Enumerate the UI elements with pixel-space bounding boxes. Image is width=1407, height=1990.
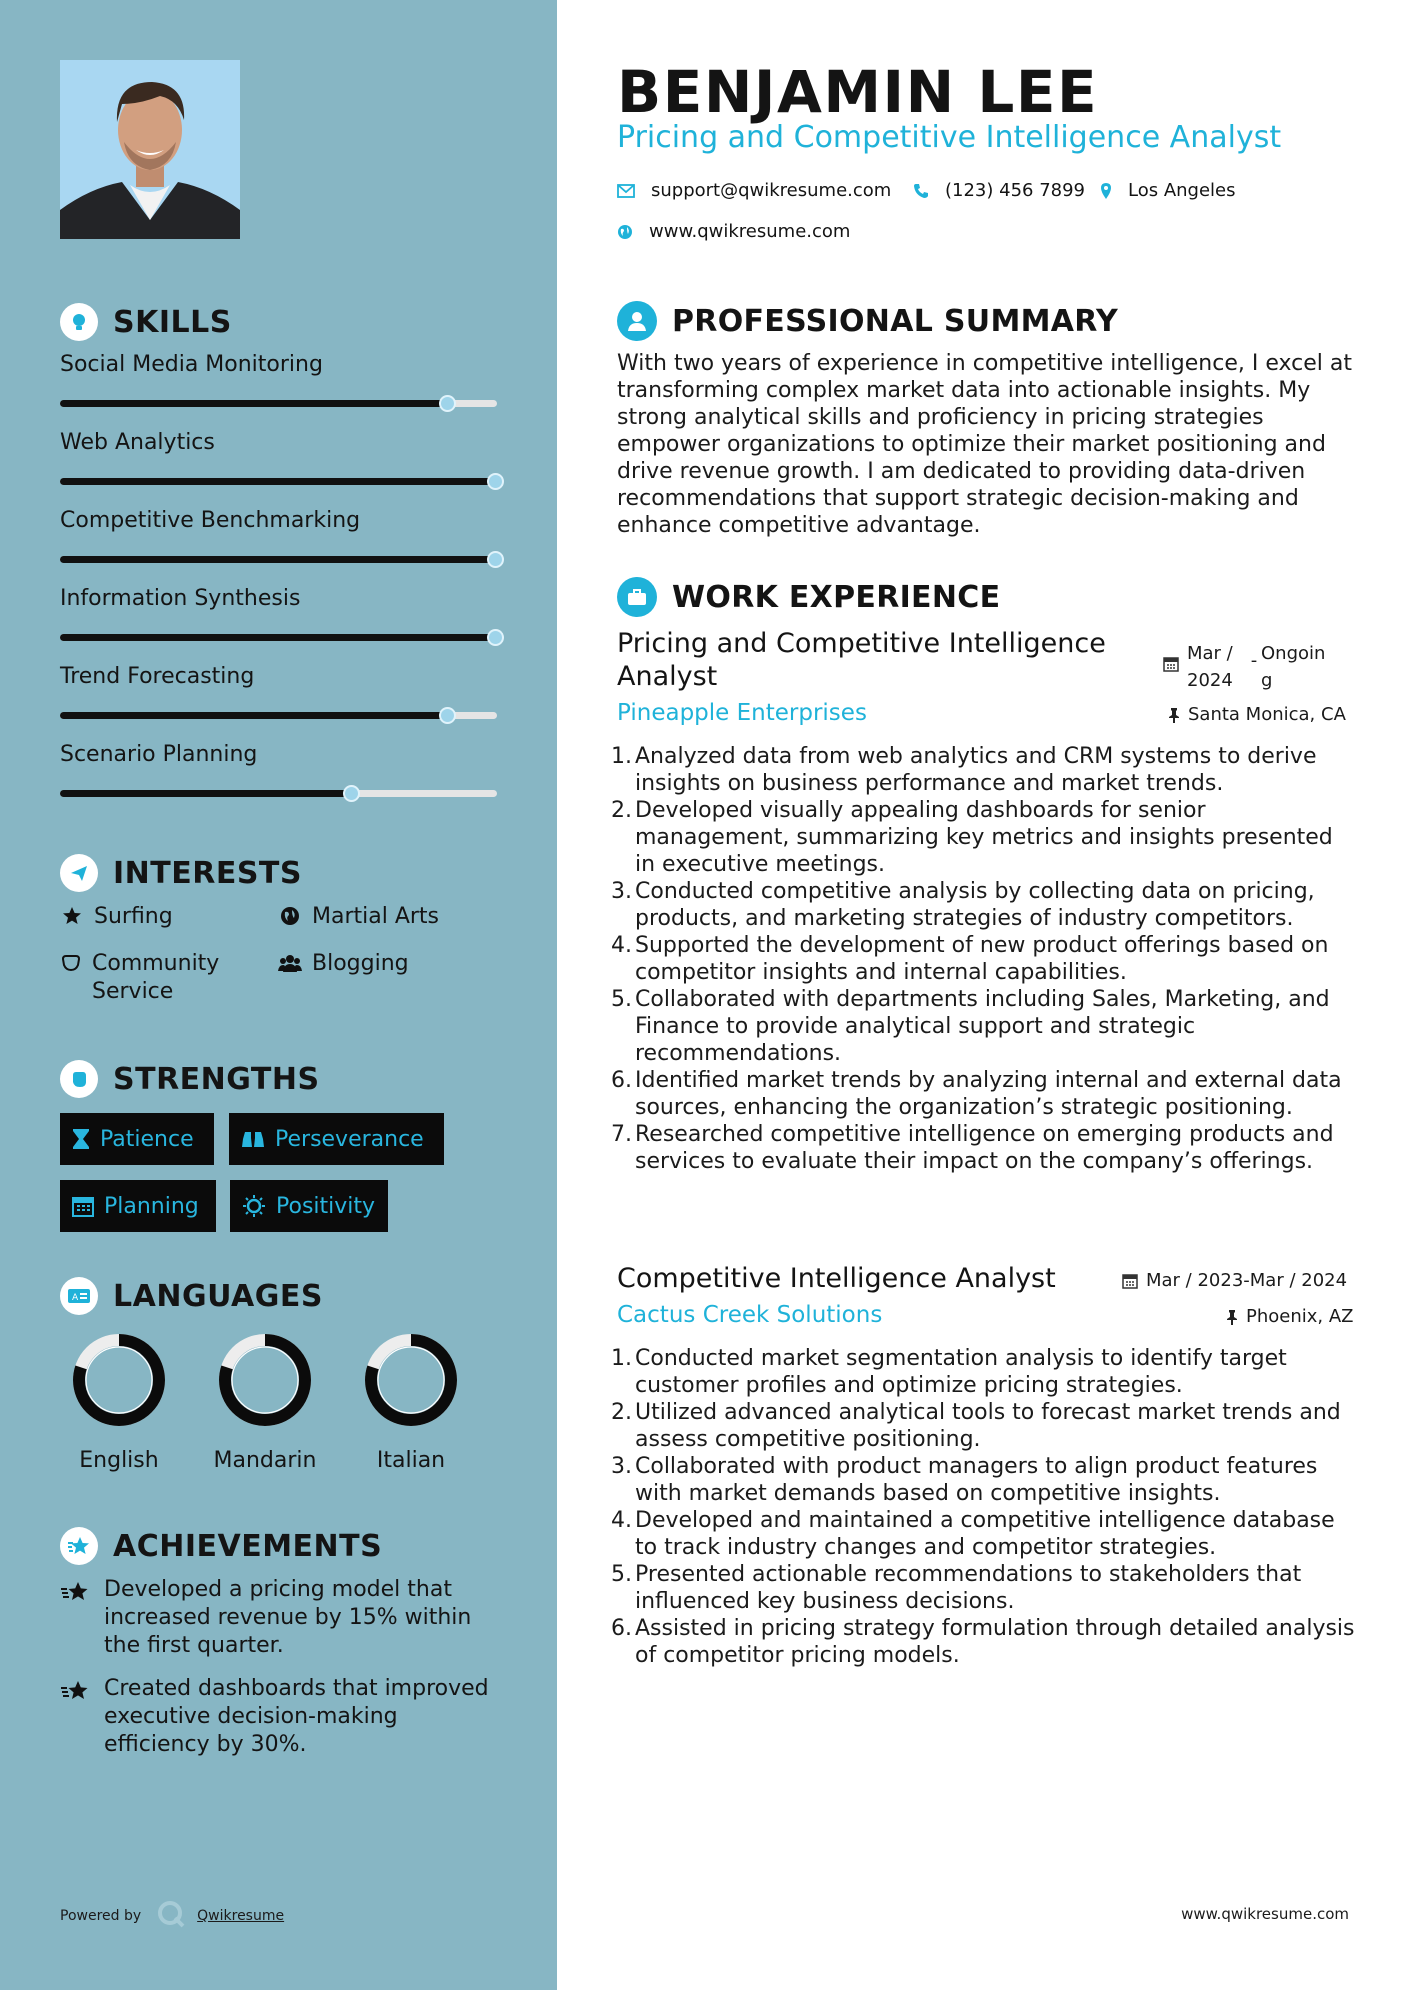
- summary-title: PROFESSIONAL SUMMARY: [672, 303, 1119, 339]
- job-location: [1168, 704, 1346, 725]
- skill-item: [60, 508, 500, 533]
- phone-icon: [913, 183, 929, 199]
- skill-item: [60, 586, 500, 611]
- job-location: [1226, 1306, 1354, 1327]
- strength-badge: [230, 1180, 388, 1232]
- interests-title: INTERESTS: [113, 855, 302, 891]
- paper-plane-icon: [60, 854, 98, 892]
- skills-heading: [60, 302, 232, 342]
- footer-website[interactable]: www.qwikresume.com: [1181, 1905, 1349, 1923]
- star-badge-icon: [60, 1675, 92, 1707]
- language-label: Mandarin: [213, 1448, 317, 1473]
- skill-slider-knob: [439, 395, 456, 412]
- achievement-item: [60, 1576, 490, 1660]
- skill-item: [60, 742, 500, 767]
- star-badge-icon: [60, 1576, 92, 1608]
- job-location-text: Phoenix, AZ: [1246, 1306, 1354, 1327]
- skill-item: [60, 352, 500, 377]
- skill-slider-knob: [439, 707, 456, 724]
- language-progress-ring: [71, 1332, 167, 1428]
- job-bullets: [611, 1345, 1357, 1669]
- hand-icon: [60, 950, 82, 973]
- job-bullet: 2. Utilized advanced analytical tools to forecast market trends and assess competitive positioning.: [611, 1400, 1341, 1452]
- skill-slider-knob: [487, 551, 504, 568]
- calendar-icon: [1163, 640, 1179, 672]
- job-date-end: Ongoing: [1261, 643, 1326, 691]
- job-role: Pricing and Competitive Intelligence Analyst: [617, 628, 1106, 692]
- skill-bar: [60, 790, 497, 797]
- strength-label: Positivity: [276, 1193, 376, 1219]
- company-name: Cactus Creek Solutions: [617, 1302, 883, 1328]
- strength-label: Patience: [100, 1126, 194, 1152]
- calendar-icon: [72, 1195, 94, 1217]
- lightbulb-icon: [60, 303, 98, 341]
- job-bullets: [611, 743, 1357, 1175]
- skill-slider-knob: [487, 473, 504, 490]
- skill-item: [60, 664, 500, 689]
- job-bullet: 2. Developed visually appealing dashboards for senior management, summarizing key metrics and insights presented in executive meetings.: [611, 798, 1333, 877]
- summary-heading: [617, 300, 1118, 342]
- hourglass-icon: [72, 1128, 90, 1150]
- language-card-icon: [60, 1277, 98, 1315]
- strength-label: Perseverance: [275, 1126, 424, 1152]
- job-dates: [1163, 640, 1327, 694]
- language-progress-ring: [363, 1332, 459, 1428]
- skill-label: Competitive Benchmarking: [60, 508, 361, 533]
- skill-item: [60, 430, 500, 455]
- interest-label: Surfing: [94, 904, 173, 929]
- job-bullet: 6. Assisted in pricing strategy formulation through detailed analysis of competitor pricing models.: [611, 1616, 1355, 1668]
- experience-heading: [617, 576, 1000, 618]
- strengths-title: STRENGTHS: [113, 1061, 320, 1097]
- job-bullet: 4. Developed and maintained a competitive intelligence database to track industry changes and competitor strategies.: [611, 1508, 1335, 1560]
- skill-bar: [60, 556, 497, 563]
- achievements-title: ACHIEVEMENTS: [113, 1528, 383, 1564]
- skill-bar: [60, 478, 497, 485]
- powered-by: [60, 1900, 284, 1932]
- job-bullet: 1. Analyzed data from web analytics and CRM systems to derive insights on business performance and market trends.: [611, 744, 1317, 796]
- experience-title: WORK EXPERIENCE: [672, 579, 1001, 615]
- user-icon: [617, 301, 657, 341]
- powered-by-label: Powered by: [60, 1908, 142, 1924]
- language-item: [59, 1332, 179, 1473]
- skill-slider-knob: [343, 785, 360, 802]
- interest-item: [60, 950, 260, 1006]
- job-bullet: 3. Collaborated with product managers to align product features with market demands based on competitive insights.: [611, 1454, 1318, 1506]
- briefcase-icon: [617, 577, 657, 617]
- languages-title: LANGUAGES: [113, 1278, 323, 1314]
- contact-phone[interactable]: [913, 180, 1085, 201]
- job-bullet: 4. Supported the development of new product offerings based on competitor insights and internal capabilities.: [611, 933, 1329, 985]
- job-bullet: 7. Researched competitive intelligence on emerging products and services to evaluate their impact on the company’s offerings.: [611, 1122, 1334, 1174]
- star-icon: [60, 903, 84, 926]
- achievement-text: Developed a pricing model that increased revenue by 15% within the first quarter.: [104, 1577, 472, 1658]
- website-text: www.qwikresume.com: [649, 221, 851, 242]
- skill-label: Social Media Monitoring: [60, 352, 323, 377]
- job-bullet: 1. Conducted market segmentation analysis to identify target customer profiles and optimize pricing strategies.: [611, 1346, 1287, 1398]
- skill-bar: [60, 634, 497, 641]
- skill-label: Scenario Planning: [60, 742, 258, 767]
- job-dates-text: Mar / 2023-Mar / 2024: [1146, 1270, 1348, 1291]
- job-bullet: 3. Conducted competitive analysis by collecting data on pricing, products, and marketing strategies of industry competitors.: [611, 879, 1315, 931]
- globe-icon: [278, 903, 302, 926]
- date-separator: -: [1250, 650, 1258, 671]
- qwikresume-link[interactable]: Qwikresume: [197, 1908, 285, 1924]
- language-item: [351, 1332, 471, 1473]
- language-progress-ring: [217, 1332, 313, 1428]
- languages-heading: [60, 1276, 323, 1316]
- profile-photo: [60, 60, 240, 239]
- star-badge-icon: [60, 1527, 98, 1565]
- achievement-item: [60, 1675, 490, 1759]
- interest-item: [278, 950, 409, 978]
- language-label: English: [79, 1448, 159, 1473]
- envelope-icon: [617, 184, 635, 198]
- sidebar: [0, 0, 557, 1990]
- interest-item: [60, 903, 173, 931]
- contact-location: [1100, 180, 1236, 201]
- email-text: support@qwikresume.com: [651, 180, 892, 201]
- skill-label: Trend Forecasting: [60, 664, 255, 689]
- job-bullet: 5. Presented actionable recommendations to stakeholders that influenced key business decisions.: [611, 1562, 1302, 1614]
- language-label: Italian: [376, 1448, 446, 1473]
- pin-icon: [1226, 1309, 1238, 1325]
- job-role: Competitive Intelligence Analyst: [617, 1263, 1056, 1294]
- pin-icon: [1168, 707, 1180, 723]
- skill-bar: [60, 400, 497, 407]
- map-pin-icon: [1100, 182, 1112, 200]
- interest-label: Community Service: [92, 951, 220, 1004]
- binoculars-icon: [241, 1129, 265, 1149]
- strength-badge: [60, 1113, 214, 1165]
- globe-icon: [617, 224, 633, 240]
- interest-label: Martial Arts: [312, 904, 440, 929]
- svg-text:A: A: [72, 1293, 79, 1303]
- interest-item: [278, 903, 439, 931]
- calendar-icon: [1122, 1273, 1138, 1289]
- job-bullet: 5. Collaborated with departments including Sales, Marketing, and Finance to provide analytical support and strategic recommendations.: [611, 987, 1330, 1066]
- qwikresume-logo-icon: [157, 1900, 185, 1932]
- sun-icon: [242, 1194, 266, 1218]
- job-date-start: Mar / 2024: [1187, 643, 1233, 691]
- strength-badge: [60, 1180, 216, 1232]
- candidate-title: Pricing and Competitive Intelligence Analyst: [617, 120, 1282, 155]
- fist-icon: [60, 1060, 98, 1098]
- interests-heading: [60, 853, 302, 893]
- interest-label: Blogging: [312, 951, 409, 976]
- skill-slider-knob: [487, 629, 504, 646]
- achievements-heading: [60, 1526, 382, 1566]
- strengths-heading: [60, 1059, 320, 1099]
- users-icon: [278, 950, 302, 973]
- phone-text: (123) 456 7899: [945, 180, 1086, 201]
- skill-label: Web Analytics: [60, 430, 215, 455]
- strength-label: Planning: [104, 1193, 199, 1219]
- achievement-text: Created dashboards that improved executive decision-making efficiency by 30%.: [104, 1676, 489, 1757]
- job-bullet: 6. Identified market trends by analyzing internal and external data sources, enhancing the organization’s strategic positioning.: [611, 1068, 1342, 1120]
- location-text: Los Angeles: [1128, 180, 1236, 201]
- contact-email[interactable]: [617, 180, 891, 201]
- company-name: Pineapple Enterprises: [617, 700, 867, 726]
- strength-badge: [229, 1113, 444, 1165]
- skill-label: Information Synthesis: [60, 586, 301, 611]
- skill-bar: [60, 712, 497, 719]
- contact-website[interactable]: [617, 221, 850, 242]
- job-location-text: Santa Monica, CA: [1188, 704, 1346, 725]
- candidate-name: BENJAMIN LEE: [617, 58, 1099, 126]
- skills-title: SKILLS: [113, 304, 232, 340]
- summary-text: With two years of experience in competitive intelligence, I excel at transforming complex market data into actionable insights. My strong analytical skills and proficiency in pricing strategies empower organizations to optimize their market positioning and drive revenue growth. I am dedicated to providing data-driven recommendations that support strategic decision-making and enhance competitive advantage.: [617, 351, 1352, 538]
- language-item: [205, 1332, 325, 1473]
- job-dates: [1122, 1270, 1347, 1291]
